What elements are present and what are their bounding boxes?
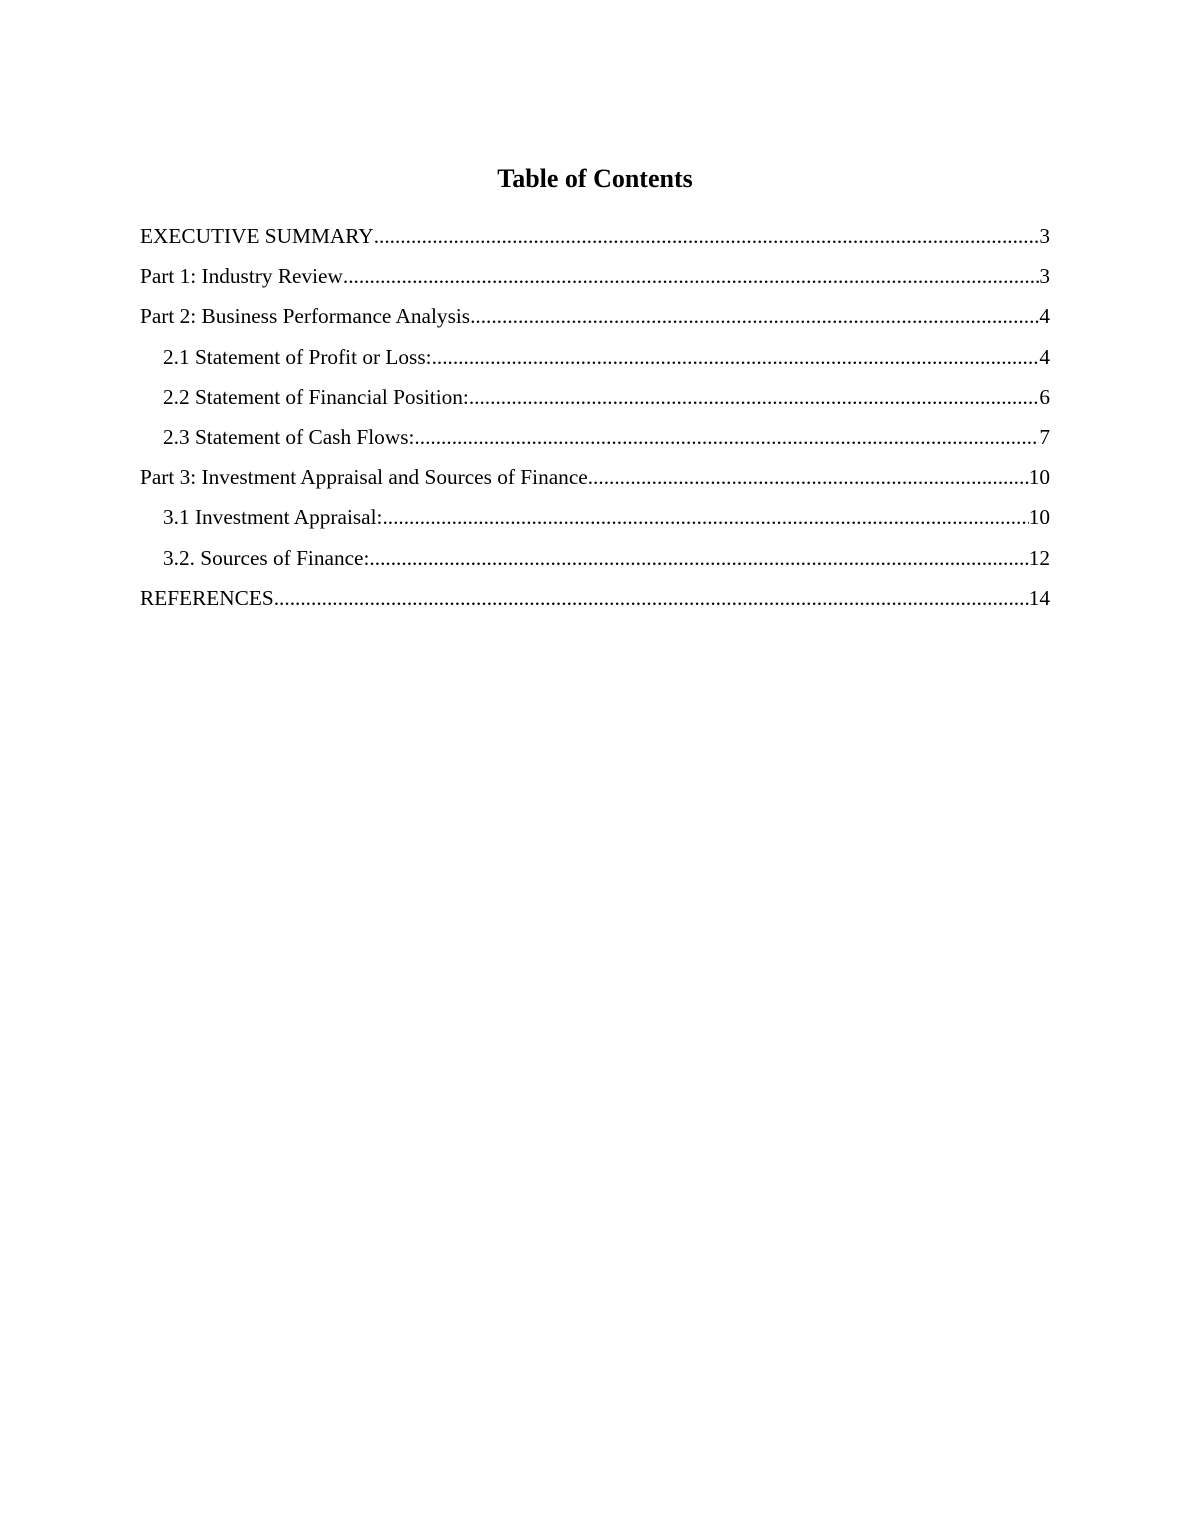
toc-entry-label: 3.1 Investment Appraisal:: [163, 505, 383, 530]
toc-entry-financial-position[interactable]: [140, 380, 1050, 420]
toc-entry-business-performance-analysis[interactable]: [140, 299, 1050, 339]
toc-entry-label: 2.1 Statement of Profit or Loss:: [163, 344, 432, 369]
toc-entry-label: Part 2: Business Performance Analysis: [140, 304, 471, 329]
toc-page-number: 4: [1039, 304, 1050, 329]
toc-page-number: 10: [1028, 505, 1050, 530]
toc-page-number: 12: [1028, 545, 1050, 570]
page-title: Table of Contents: [497, 164, 693, 193]
toc-dot-leader: [469, 380, 1040, 414]
toc-dot-leader: [382, 500, 1028, 534]
toc-entry-cash-flows[interactable]: [140, 420, 1050, 460]
toc-dot-leader: [374, 219, 1040, 253]
toc-entry-label: Part 3: Investment Appraisal and Sources of Finance: [140, 465, 588, 490]
toc-entry-industry-review[interactable]: [140, 259, 1050, 299]
table-of-contents: [140, 219, 1050, 621]
toc-entry-references[interactable]: [140, 581, 1050, 621]
toc-page-number: 10: [1028, 465, 1050, 490]
toc-dot-leader: [343, 259, 1039, 293]
toc-dot-leader: [432, 340, 1040, 374]
toc-entry-label: REFERENCES: [140, 585, 274, 610]
toc-page-number: 4: [1039, 344, 1050, 369]
toc-dot-leader: [588, 460, 1029, 494]
toc-dot-leader: [274, 581, 1029, 615]
toc-page-number: 3: [1039, 264, 1050, 289]
toc-entry-investment-appraisal-and-sources[interactable]: [140, 460, 1050, 500]
toc-entry-executive-summary[interactable]: [140, 219, 1050, 259]
toc-page-number: 6: [1039, 384, 1050, 409]
toc-dot-leader: [470, 299, 1039, 333]
toc-entry-sources-of-finance[interactable]: [140, 541, 1050, 581]
toc-entry-label: 2.2 Statement of Financial Position:: [163, 384, 469, 409]
toc-dot-leader: [369, 541, 1028, 575]
toc-page-number: 3: [1039, 224, 1050, 248]
toc-entry-profit-or-loss[interactable]: [140, 340, 1050, 380]
toc-page-number: 7: [1039, 424, 1050, 449]
toc-entry-investment-appraisal[interactable]: [140, 500, 1050, 540]
toc-entry-label: Part 1: Industry Review: [140, 264, 343, 289]
toc-entry-label: 3.2. Sources of Finance:: [163, 545, 370, 570]
toc-entry-label: 2.3 Statement of Cash Flows:: [163, 424, 415, 449]
toc-page-number: 14: [1028, 585, 1050, 610]
toc-dot-leader: [414, 420, 1039, 454]
toc-entry-label: EXECUTIVE SUMMARY: [140, 224, 374, 248]
